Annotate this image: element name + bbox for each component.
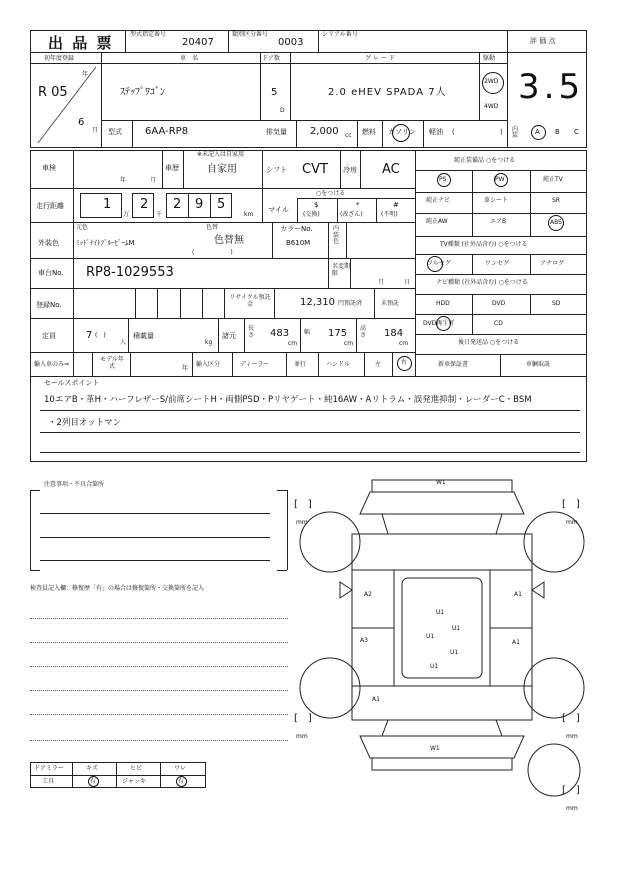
mirror-label: ドアミラー [34,765,64,772]
model-year-label: モデル年式 [100,356,124,371]
name-change-day: 日 [404,279,411,286]
serial-label: シリアル番号 [322,31,358,38]
mark-u1-2: U1 [452,625,461,632]
mileage-man: 万 [123,211,130,218]
mileage-d1: 1 [103,197,112,212]
oneseg-label: ワンセグ [485,260,510,267]
tools-label: 工具 [42,778,55,785]
first-reg-label: 初年度登録 [44,55,75,62]
mm-front-right: mm [566,519,578,526]
displacement-unit: cc [345,132,352,139]
width-label: 幅 [304,329,311,336]
unknown-sym: # [393,201,399,209]
lot-label: 型式指定番号 [130,31,167,38]
score-value: 3.5 [518,67,585,107]
length-cm: cm [288,340,298,347]
mm-rear-right: mm [566,733,578,740]
name-change-label: 名変期限 [332,263,351,277]
interior-b: B [555,128,560,136]
mm-rear-left: mm [296,733,308,740]
mileage-d2: 2 [140,197,149,212]
size-label: 諸元 [222,332,236,340]
mark-u1-1: U1 [436,609,445,616]
mileage-d4: 9 [195,197,204,212]
ac-value: AC [382,162,400,177]
height-label: 高さ [360,325,367,339]
mark-a2: A2 [364,591,372,598]
sd-label: SD [552,300,561,307]
length-value: 483 [270,328,290,339]
jack-label: ジャッキ [122,778,146,785]
width-cm: cm [344,340,354,347]
doors-value: 5 [271,87,278,98]
inspection-year: 年 [120,177,127,184]
leather-label: 革シート [484,197,509,204]
width-value: 175 [328,328,348,339]
bracket-rear-left: [ ] [294,713,312,724]
history-label: 車歴 [165,164,179,172]
unknown-label: (不明) [381,211,398,218]
height-value: 184 [384,328,404,339]
tv-label: 純正TV [543,176,563,183]
crack-label: ヒビ [130,765,143,772]
form-title: 出 品 票 [48,34,114,52]
mileage-km: km [244,211,254,218]
bracket-front-left: [ ] [294,499,312,510]
lot-value: 20407 [182,37,214,48]
fuel-gas: ガソリン [388,128,416,136]
dvd-label: DVD [492,300,506,307]
doors-sub: D [280,107,285,114]
oem-title: 純正装備品 ○をつける [454,157,516,164]
bracket-front-right: [ ] [562,499,580,510]
shift-value: CVT [302,162,328,177]
pw-label: PW [495,176,505,183]
manual-label: 車輌取説 [526,361,551,368]
interior-c: C [574,128,579,136]
history-note: ※未記入は自家用 [197,151,245,158]
score-label: 評 価 点 [530,37,556,45]
hdd-label: HDD [436,300,450,307]
airbag-label: エアB [490,218,507,225]
colorno-value: B610M [286,239,311,247]
height-cm: cm [399,340,409,347]
navi-title: ナビ種類 (社外品含む) ○をつける [436,279,528,286]
ac-label: 冷房 [343,166,357,174]
inspection-month: 月 [150,177,157,184]
capacity-label: 定員 [42,332,56,340]
mileage-d3: 2 [173,197,182,212]
shift-label: シフト [266,166,287,174]
exchange-label: (交換) [303,211,320,218]
class-label: 類別区分番号 [232,31,269,38]
mark-a3: A3 [360,637,368,644]
mark-a1-right-rear: A1 [512,639,520,646]
ps-label: PS [439,176,447,183]
right-label: 右 [401,359,408,366]
displacement-label: 排気量 [266,128,287,136]
cd-label: CD [494,320,503,327]
model-value: 6AA-RP8 [145,126,189,137]
parallel-label: 並行 [294,361,307,368]
length-label: 長さ [248,325,255,339]
year-slash [30,63,101,148]
left-label: 左 [375,361,382,368]
fuel-diesel: 軽油 [429,128,443,136]
mileage-sen: 千 [156,211,163,218]
jack-has: 有 [178,778,185,785]
handle-label: ハンドル [326,361,351,368]
mark-w1-rear: W1 [430,745,440,752]
history-value: 自家用 [207,164,237,175]
car-name-label: 車 名 [180,55,199,62]
year-era: R 05 [38,85,68,100]
dealer-label: ディーラー [240,361,270,368]
tools-has: 有 [90,778,97,785]
warranty-label: 新車保証書 [438,361,469,368]
scratch-label: キズ [86,765,98,772]
inspector-title: 検査員記入欄：修復歴「有」の場合は修復箇所・交換箇所を記入 [30,585,205,592]
load-unit: kg [205,339,213,346]
repaint-value: 色替無 [214,235,244,246]
recycle-unpaid: 未預託 [381,300,400,307]
tamper-sym: * [356,201,360,209]
exterior-value: ﾐｯﾄﾞﾅｲﾄﾌﾞﾙｰﾋﾞｰﾑM [76,239,135,247]
month-value: 6 [78,117,85,128]
drive-label: 駆動 [483,55,496,62]
drive-4wd: 4WD [484,103,499,110]
interior-a: A [535,128,540,136]
exterior-label: 外装色 [38,239,59,247]
recycle-label: リサイクル預託金 [229,294,271,309]
drive-2wd: 2WD [484,78,499,85]
capacity-value: 7 [86,330,93,341]
grade-value: 2.0 eHEV SPADA 7人 [328,87,447,98]
exchange-sym: $ [314,201,319,209]
bracket-rear-right: [ ] [562,713,580,724]
mark-note: ○をつける [316,190,346,197]
sales-label: セールスポイント [44,379,100,387]
name-change-month: 月 [378,279,385,286]
mileage-label: 走行距離 [36,202,64,210]
fullseg-label: フルセグ [427,260,451,267]
bracket-spare: [ ] [562,785,580,796]
aw-label: 純正AW [426,218,448,225]
inspection-label: 車検 [42,164,56,172]
color-label: 色替 [206,224,219,231]
interior-color-label: 内装色 [333,225,340,246]
mark-a1-rear: A1 [372,696,380,703]
chassis-label: 車台No. [38,269,64,277]
analog-label: アナログ [540,260,565,267]
mark-u1-3: U1 [426,633,435,640]
later-title: 後日発送品 ○をつける [458,339,520,346]
sales-line1: 10エアB・革H・ハーフレザーS/前席シートH・両側PSD・Pリヤゲート・純16AW・Aリトラム・誤発進抑制・レーダーC・BSM [44,395,532,405]
displacement-value: 2,000 [310,126,339,137]
model-year-unit: 年 [182,365,189,372]
colorno-label: カラーNo. [280,225,313,233]
import-label: 輸入車のみ⇒ [34,361,70,368]
model-label: 型式 [108,128,122,136]
mark-u1-5: U1 [430,663,439,670]
repaint-paren: ( ) [192,249,233,256]
interior-label: 内装 [512,126,519,139]
color-orig-label: 元色 [76,224,89,231]
class-value: 0003 [278,37,304,48]
mm-spare: mm [566,805,578,812]
mark-w1-front: W1 [436,479,446,486]
mileage-d5: 5 [217,197,226,212]
chassis-value: RP8-1029553 [86,265,174,280]
recycle-unit: 円預託済 [338,300,363,307]
mm-front-left: mm [296,519,308,526]
month-unit: 月 [92,127,99,134]
sr-label: SR [552,197,560,204]
abs-label: ABS [550,219,562,226]
mark-u1-4: U1 [450,649,459,656]
navi-label: 純正ナビ [426,197,451,204]
import-div-label: 輸入区分 [196,361,221,368]
recycle-value: 12,310 [300,297,335,308]
sales-line2: ・2列目オットマン [48,418,122,428]
dvd-play-label: DVD再生可 [423,320,455,327]
notes-title: 注意事項・不具合箇所 [44,481,105,488]
capacity-paren: ( ) [95,332,106,339]
capacity-unit: 人 [120,339,127,346]
doors-label: ドア数 [262,55,280,62]
break-label: ワレ [174,765,187,772]
tv-title: TV種類 (社外品含む) ○をつける [440,241,528,248]
mile-label: マイル [268,206,289,214]
year-unit: 年 [82,71,89,78]
car-name: ｽﾃｯﾌﾟﾜｺﾞﾝ [120,87,165,98]
reg-label: 登録No. [36,301,62,309]
tamper-label: (改ざん) [340,211,363,218]
load-label: 積載量 [133,332,154,340]
fuel-label: 燃料 [362,128,376,136]
mark-a1-right-front: A1 [514,591,522,598]
grade-label: グ レ ー ド [365,55,395,62]
